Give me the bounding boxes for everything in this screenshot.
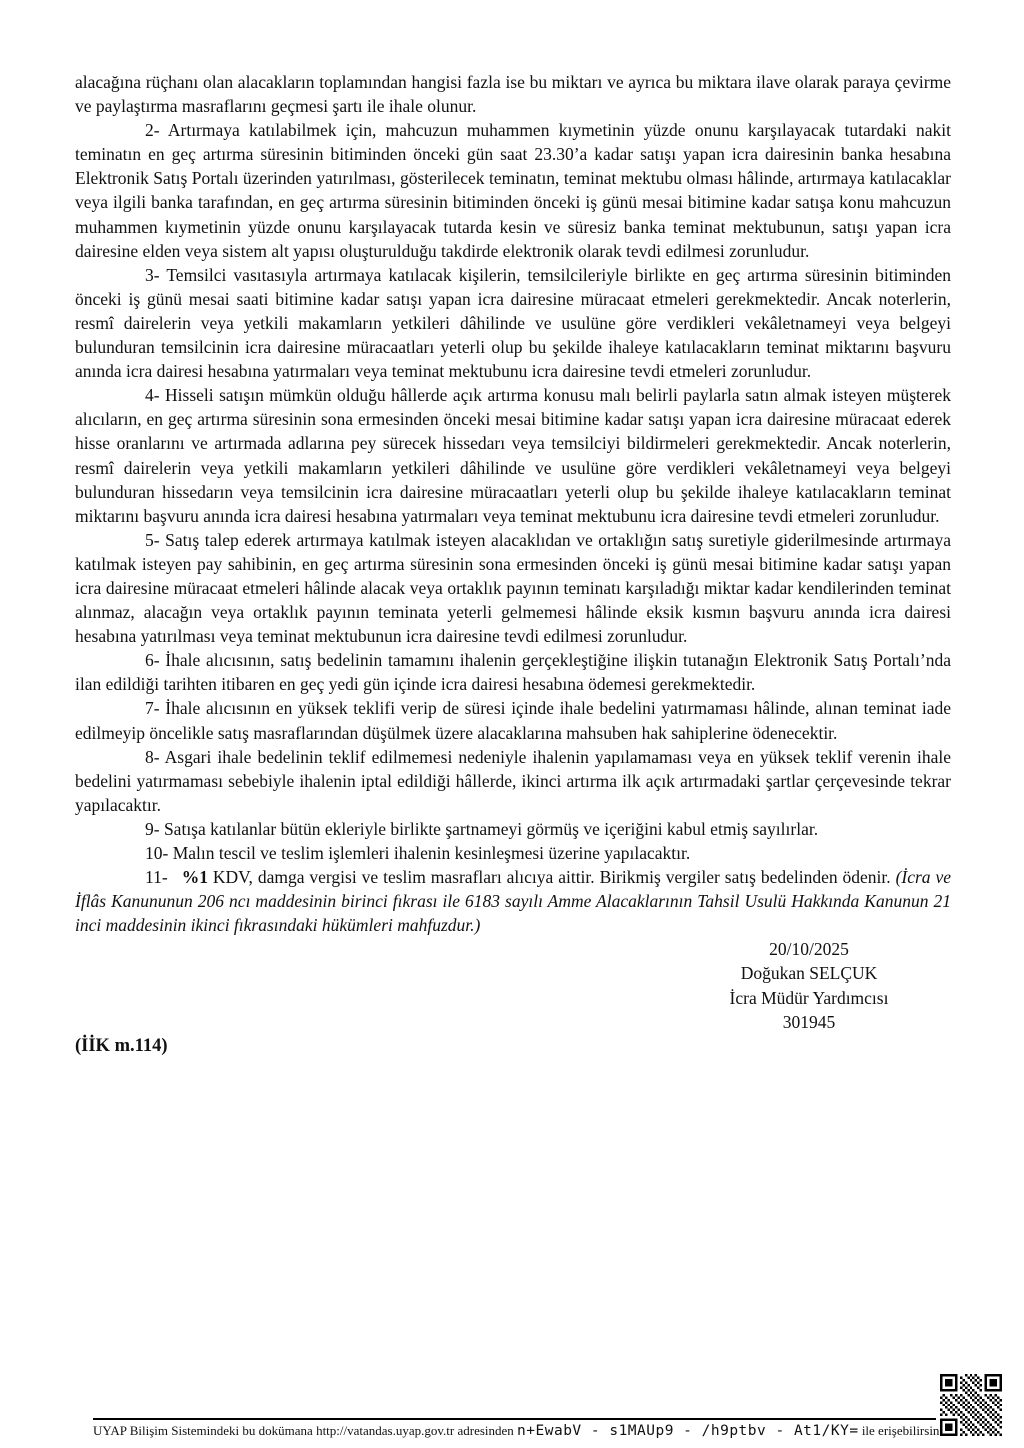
paragraph-item-4: 4- Hisseli satışın mümkün olduğu hâllerde açık artırma konusu malı belirli paylarla satın almak isteyen müşterek alıcıların, en geç artırma süresinin sona ermesinden önceki mesai bitimine kadar satışı yapan icra dairesine müracaat ederek hisse oranlarını ve artırmada adlarına pey sürecek hissedarı veya temsilciyi bildirmeleri gerekmektedir. Ancak noterlerin, resmî dairelerin veya yetkili makamların yetkileri dâhilinde ve usulüne göre verdikleri vekâletnameyi veya belgeyi bulunduran hissedarın veya temsilcinin icra dairesine müracaatları yeterli olup bu şekilde ihaleye katılacakların teminat miktarını başvuru anında icra dairesi hesabına yatırmaları veya teminat mektubunu icra dairesine tevdi etmeleri zorunludur.	[75, 385, 951, 526]
paragraph-item-6: 6- İhale alıcısının, satış bedelinin tamamını ihalenin gerçekleştiğine ilişkin tutanağın Elektronik Satış Portalı’nda ilan edildiği tarihten itibaren en geç yedi gün içinde icra dairesi hesabına ödemesi gerekmektedir.	[75, 650, 951, 695]
kdv-rate: %1	[181, 867, 208, 888]
item-11-number: 11-	[145, 867, 168, 888]
law-reference: (İİK m.114)	[75, 1035, 168, 1056]
signature-date: 20/10/2025	[769, 939, 849, 960]
signature-title: İcra Müdür Yardımcısı	[729, 987, 889, 1008]
paragraph-continuation: alacağına rüçhanı olan alacakların toplamından hangisi fazla ise bu miktarı ve ayrıca bu miktara ilave olarak paraya çevirme ve paylaştırma masraflarını geçmesi şartı ile ihale olunur.	[75, 72, 951, 117]
document-body	[75, 70, 951, 1058]
signature-name: Doğukan SELÇUK	[740, 963, 878, 984]
qr-code-icon	[940, 1374, 1002, 1436]
paragraph-item-8: 8- Asgari ihale bedelinin teklif edilmemesi nedeniyle ihalenin yapılamaması veya en yüksek teklif verenin ihale bedelini yatırmaması sebebiyle ihalenin iptal edildiği hâllerde, ikinci artırma ilk açık artırmadaki şartlar çerçevesinde tekrar yapılacaktır.	[75, 746, 951, 815]
item-11-legal-note: (İcra ve İflâs Kanununun 206 ncı maddesinin birinci fıkrası ile 6183 sayılı Amme Alacaklarının Tahsil Usulü Hakkında Kanunun 21 inci maddesinin ikinci fıkrasındaki hükümleri mahfuzdur.)	[75, 867, 952, 936]
footer-access-middle: adresinden	[457, 1423, 514, 1438]
paragraph-item-3: 3- Temsilci vasıtasıyla artırmaya katılacak kişilerin, temsilcileriyle birlikte en geç artırma süresinin bitiminden önceki iş günü mesai saati bitimine kadar satışı yapan icra dairesine müracaat etmeleri gerekmektedir. Ancak noterlerin, resmî dairelerin veya yetkili makamların yetkileri dâhilinde ve usulüne göre verdikleri vekâletnameyi veya belgeyi bulunduran temsilcinin icra dairesine müracaatları yeterli olup bu şekilde ihaleye katılacakların teminat miktarını başvuru anında icra dairesi hesabına yatırmaları veya teminat mektubunu icra dairesine tevdi etmeleri zorunludur.	[75, 264, 951, 382]
paragraph-item-5: 5- Satış talep ederek artırmaya katılmak isteyen alacaklıdan ve ortaklığın satış suretiyle giderilmesinde artırmaya katılmak isteyen pay sahibinin, en geç artırma süresinin sona ermesinden önceki iş günü mesai bitimine kadar satışı yapan icra dairesine müracaat etmeleri hâlinde alacak veya ortaklık payının teminatı karşıladığı miktar kadar kendilerinden teminat alınmaz, alacağın veya ortaklık payının teminata yeterli gelmemesi hâlinde eksik kısmın başvuru anında icra dairesi hesabına yatırılması veya teminat mektubunun icra dairesine tevdi edilmesi zorunludur.	[75, 529, 951, 647]
signature-registry-no: 301945	[782, 1011, 836, 1032]
paragraph-item-11	[75, 865, 951, 937]
item-11-text: KDV, damga vergisi ve teslim masrafları alıcıya aittir. Birikmiş vergiler satış bedelinden ödenir.	[212, 867, 891, 888]
footer-access-prefix: UYAP Bilişim Sistemindeki bu dokümana	[93, 1423, 313, 1438]
paragraph-item-2: 2- Artırmaya katılabilmek için, mahcuzun muhammen kıymetinin yüzde onunu karşılayacak tutardaki nakit teminatın en geç artırma süresinin bitiminden önceki gün saat 23.30’a kadar satışı yapan icra dairesinin banka hesabına Elektronik Satış Portalı üzerinden yatırılması, gösterilecek teminatın, teminat mektubu olması hâlinde, artırmaya katılacaklar veya ilgili banka tarafından, en geç artırma süresinin bitiminden önceki iş günü mesai bitimine kadar satışa konu mahcuzun muhammen kıymetinin yüzde onunu karşılayacak tutarda kesin ve süresiz banka teminat mektubunun, satışı yapan icra dairesine elden veya sistem alt yapısı oluşturulduğu takdirde elektronik olarak tevdi edilmesi zorunludur.	[75, 120, 951, 261]
signature-block	[669, 937, 949, 1033]
paragraph-item-10: 10- Malın tescil ve teslim işlemleri ihalenin kesinleşmesi üzerine yapılacaktır.	[145, 843, 691, 863]
footer-access-code: n+EwabV - s1MAUp9 - /h9ptbv - At1/KY=	[517, 1423, 859, 1439]
footer-access-suffix: ile erişebilirsin	[861, 1423, 940, 1438]
paragraph-item-9: 9- Satışa katılanlar bütün ekleriyle birlikte şartnameyi görmüş ve içeriğini kabul etmiş sayılırlar.	[145, 818, 819, 839]
footer-access-url: http://vatandas.uyap.gov.tr	[316, 1423, 455, 1438]
footer-access-text	[93, 1423, 938, 1439]
paragraph-item-7: 7- İhale alıcısının en yüksek teklifi verip de süresi içinde ihale bedelini yatırmaması hâlinde, alınan teminat iade edilmeyip öncelikle satış masraflarından düşülmek üzere alacaklarına mahsuben hak sahiplerine ödenecektir.	[75, 698, 951, 743]
footer-divider	[93, 1418, 936, 1420]
